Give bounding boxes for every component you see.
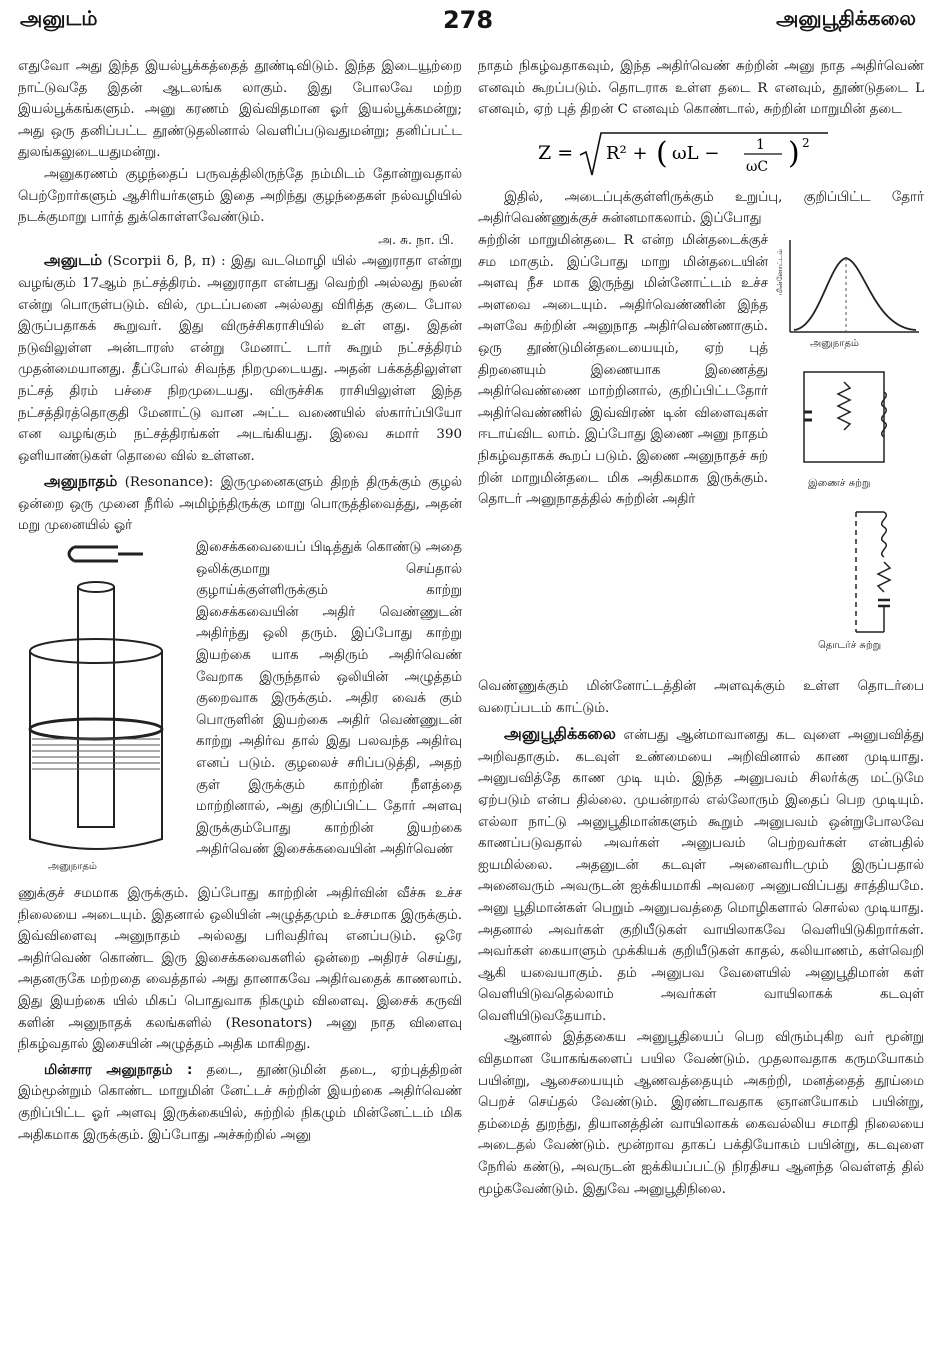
- anunadam-subtitle: (Resonance):: [124, 475, 214, 491]
- anudam-subtitle: (Scorpii δ, β, π) :: [107, 254, 226, 270]
- anubhuti-headword: அனுபூதிக்கலை: [504, 724, 616, 744]
- formula-r-squared: R² +: [606, 142, 648, 164]
- formula-drawing: [538, 125, 838, 185]
- anubhuti-entry: [478, 723, 924, 1027]
- right-column: [478, 56, 924, 1343]
- graph-y-label: மின்னோட்டம்: [776, 249, 784, 295]
- graph-caption: அனுநாதம்: [810, 337, 859, 349]
- anukaranam-paragraph: அனுகரணம் குழந்தைப் பருவத்திலிருந்தே நம்மிடம் தோன்றுவதால் பெற்றோர்களும் ஆசிரியர்களும் இதை அறிந்து குழந்தைகள் நல்வழியில் நடக்குமாறு பார்த் துக்கொள்ளவேண்டும்.: [18, 166, 462, 226]
- header-right-title: அனுபூதிக்கலை: [776, 6, 916, 30]
- zero-term-paragraph: இதில், அடைப்புக்குள்ளிருக்கும் உறுப்பு, குறிப்பிட்ட தோர் அதிர்வெண்ணுக்குச் சுன்னமாகலாம். இப்போது: [478, 189, 924, 227]
- anudam-headword: அனுடம்: [44, 251, 103, 270]
- left-column: [18, 56, 462, 1343]
- anubhuti-second-paragraph: ஆனால் இத்தகைய அனுபூதியைப் பெற விரும்புகிற வர் மூன்று விதமான யோகங்களைப் பயில வேண்டும். முதலாவதாக கருமயோகம் பயின்று, ஆசையையும் ஆணவத்தையும் அகற்றி, மனத்தைத் தூய்மை பெறச் செய்தல் வேண்டும். இரண்டாவதாக ஞானயோகம் பயின்று, தம்மைத் துறந்து, தியானத்தின் வாயிலாகக் கைவல்லிய சமாதி நிலையை அடைதல் வேண்டும். மூன்றாவ தாகப் பக்தியோகம் பயின்று, கடவுளை நேரில் கண்டு, அவருடன் ஐக்கியப்பட்டு நிரதிசய ஆனந்த வெள்ளத் தில் மூழ்கவேண்டும். இதுவே அனுபூதிநிலை.: [478, 1030, 924, 1197]
- minsara-headword: மின்சார அனுநாதம் :: [44, 1061, 193, 1078]
- resonance-tube-figure: [18, 539, 188, 879]
- intro-paragraph: எதுவோ அது இந்த இயல்பூக்கத்தைத் தூண்டிவிடும். இந்த இடையூற்றை நாட்டுவதே இதன் ஆடலங்க லாகும். இது போலவே மற்ற இயல்பூக்கங்களும். அனு கரணம் இவ்விதமான ஓர் இயல்பூக்கமன்று; அது ஒரு தனிப்பட்ட தூண்டுதலினால் வெளிப்படுவதுமன்று; தனிப்பட்ட துலங்கலுடையதுமன்று.: [18, 59, 462, 161]
- resonance-circuit-figures: [774, 232, 924, 672]
- formula-omega-l: ωL −: [672, 142, 720, 164]
- series-circuit-caption: தொடர்ச் சுற்று: [818, 639, 882, 651]
- minsara-body: தடை, தூண்டுமின் தடை, ஏற்புத்திறன் இம்மூன்றும் கொண்ட மாறுமின் னேட்டச் சுற்றின் இயற்கை அதிர்வெண் குறிப்பிட்ட ஓர் அளவு இருக்கையில், சுற்றில் நிகழும் மின்னேட்டம் மிக அதிகமாக இருக்கும். இப்போது அச்சுற்றில் அனு: [18, 1062, 462, 1143]
- anubhuti-body: என்பது ஆன்மாவானது கட வுளை அனுபவித்து அறிவதாகும். கடவுள் உண்மையை அறிவினால் காண முடியாது. அனுபவித்தே காண முடி யும். இந்த அனுபவம் சிலர்க்கு மட்டுமே ஏற்படும் என்ப தில்லை. முயன்றால் எல்லோரும் இதைப் பெற முடியும். எல்லா நாட்டு அனுபூதிமான்களும் கூறும் அனுபவம் ஒன்றுபோலவே காணப்படுவதால் அவர்கள் அனுபவம் பெற்றவர்கள் என்பதில் ஐயமில்லை. அதனுடன் கடவுள் அனைவரிடமும் இருப்பதால் அனைவரும் அவருடன் ஐக்கியமாகி அவரை அனுபவிப்பது சாத்தியமே. அனு பூதிமான்கள் பெறும் அனுபவத்தை மொழிகளால் சொல்ல முடியாது. அதனால் அவர்கள் குறியீடுகள் வாயிலாகவே வெளியிடுகிறார்கள். அவர்கள் கையாளும் முக்கியக் குறியீடுகள் காதல், கலியாணம், கள்வெறி ஆகி யவையாகும். தம் அனுபவ வேளையில் அனுபூதிமான் கள் வெளியிடுவதெல்லாம் அவர்கள் வாயிலாகக் கடவுள் வெளியிடுவதேயாம்.: [478, 728, 924, 1024]
- anunadam-headword: அனுநாதம்: [44, 472, 118, 491]
- anudam-body: இது வடமொழி யில் அனுராதா என்று வழங்கும் 17ஆம் நட்சத்திரம். அனுராதா என்பது வெற்றி அல்லது நலன் என்று பொருள்படும். வில், முடப்பனை அல்லது விரித்த குடை போல இருப்பதாகக் கூறுவர். இது விருச்சிகராசியில் உள் ளது. இதன் நடுவிலுள்ள அன்டாரஸ் என்று மேனாட் டார் கூறும் நட்சத்திரம் முதன்மையானது. தீப்போல் சிவந்த நிறமுடையது. அதன் பக்கத்திலுள்ள நட்சத் திரம் பச்சை நிறமுடையது. விருச்சிக ராசியிலுள்ள இந்த நட்சத்திரத்தொகுதி மேனாட்டு வான அட்ட வணையில் ஸ்கார்ப்பியோ என வழங்கும் நட்சத்திரங்கள் அடங்கியது. இவை சுமார் 390 ஒளியாண்டுகள் தொலை வில் உள்ளன.: [18, 254, 462, 464]
- minsara-entry: [18, 1060, 462, 1146]
- page-number: 278: [442, 6, 494, 34]
- impedance-intro: நாதம் நிகழ்வதாகவும், இந்த அதிர்வெண் சுற்றின் அனு நாத அதிர்வெண் எனவும் கூறப்படும். தொடராக உள்ள தடை R எனவும், தூண்டுதடை L எனவும், ஏற் புத் திறன் C எனவும் கொண்டால், சுற்றின் மாறுமின் தடை: [478, 59, 924, 118]
- page-header: [20, 6, 916, 40]
- formula-lhs: Z =: [538, 141, 574, 164]
- parallel-circuit-caption: இணைச் சுற்று: [808, 477, 871, 489]
- formula-denominator: ωC: [746, 158, 769, 175]
- svg-text:(: (: [656, 135, 668, 171]
- formula-exponent: 2: [802, 135, 810, 150]
- anunadam-continued: ணுக்குச் சமமாக இருக்கும். இப்போது காற்றின் அதிர்வின் வீச்சு உச்ச நிலையை அடையும். இதனால் ஒலியின் அழுத்தமும் உச்சமாக இருக்கும். இவ்விளைவு அனுநாதம் அல்லது பரிவதிர்வு எனப்படும். ஒரே அதிர்வெண் கொண்ட இரு இசைக்கவைகளில் ஒன்றை அதிரச் செய்து, அதனருகே மற்றதை வைத்தால் அது தானாகவே அதிர்வதைக் காணலாம். இது இயற்கை யில் மிகப் பொதுவாக நிகழும் விளைவு. இசைக் கருவி களின் அனுநாதக் கலங்களில் (Resonators) அனு நாத விளைவு நிகழ்வதால் இசையின் அழுத்தம் அதிக மாகிறது.: [18, 886, 462, 1053]
- graph-reference-text: வெண்ணுக்கும் மின்னோட்டத்தின் அளவுக்கும் உள்ள தொடர்பை வரைப்படம் காட்டும்.: [478, 678, 924, 716]
- svg-text:): ): [788, 135, 800, 171]
- tube-figure-caption: அனுநாதம்: [48, 861, 97, 873]
- header-left-title: அனுடம்: [20, 6, 98, 30]
- impedance-formula: [478, 121, 924, 187]
- anudam-entry: [18, 250, 462, 467]
- author-signature: அ. சு. நா. பி.: [378, 231, 454, 247]
- circuit-drawings: [774, 232, 924, 672]
- anunadam-entry: [18, 471, 462, 537]
- formula-numerator: 1: [756, 136, 765, 153]
- anunadam-wrapped-text: இசைக்கவையைப் பிடித்துக் கொண்டு அதை ஒலிக்குமாறு செய்தால் குழாய்க்குள்ளிருக்கும் காற்று இசைக்கவையின் அதிர் வெண்ணுடன் அதிர்ந்து ஒலி தரும். இப்போது காற்று இயற்கை யாக அதிரும் அதிர்வெண் வேறாக இருந்தால் ஒலியின் அழுத்தம் குறைவாக இருக்கும். அதிர வைக் கும் பொருளின் இயற்கை அதிர் வெண்ணுடன் காற்று அதிர்வ தால் இது பலவந்த அதிர்வு எனப் படும். குழலைச் சரிப்படுத்தி, அதற் குள் இருக்கும் காற்றின் நீளத்தை மாற்றினால், அது குறிப்பிட்ட தோர் அளவு இருக்கும்போது காற்றின் இயற்கை அதிர்வெண் இசைக்கவையின் அதிர்வெண்: [196, 540, 462, 858]
- anunadam-intro: இருமுனைகளும் திறந் திருக்கும் குழல் ஒன்றை ஒரு முனை நீரில் அமிழ்ந்திருக்கு மாறு பொருத்திவைத்து, அதன் மறு முனையில் ஓர்: [18, 475, 462, 534]
- circuit-wrapped-text: சுற்றின் மாறுமின்தடை R என்ற மின்தடைக்குச் சம மாகும். இப்போது மாறு மின்தடையின் அளவு நீச மாக இருந்து மின்னோட்டம் உச்ச அளவை அடையும். அதிர்வெண்ணின் இந்த அளவே சுற்றின் அனுநாத அதிர்வெண்ணாகும். ஒரு தூண்டுமின்தடையையும், ஏற் புத் திறனையும் இணையாக இணைத்து அதிர்வெண்ணை மாற்றினால், குறிப்பிட்டதோர் அதிர்வெண்ணில் இவ்விரண் டின் விளைவுகள் ஈடாய்விட லாம். இப்போது இணை அனு நாதம் நிகழ்வதாகக் கூறப் படும். இணை அனுநாதச் சுற் றின் மாறுமின்தடை மிக அதிகமாக இருக்கும். தொடர் அனுநாதத்தில் சுற்றின் அதிர்: [478, 232, 768, 508]
- resonance-tube-drawing: [18, 539, 188, 864]
